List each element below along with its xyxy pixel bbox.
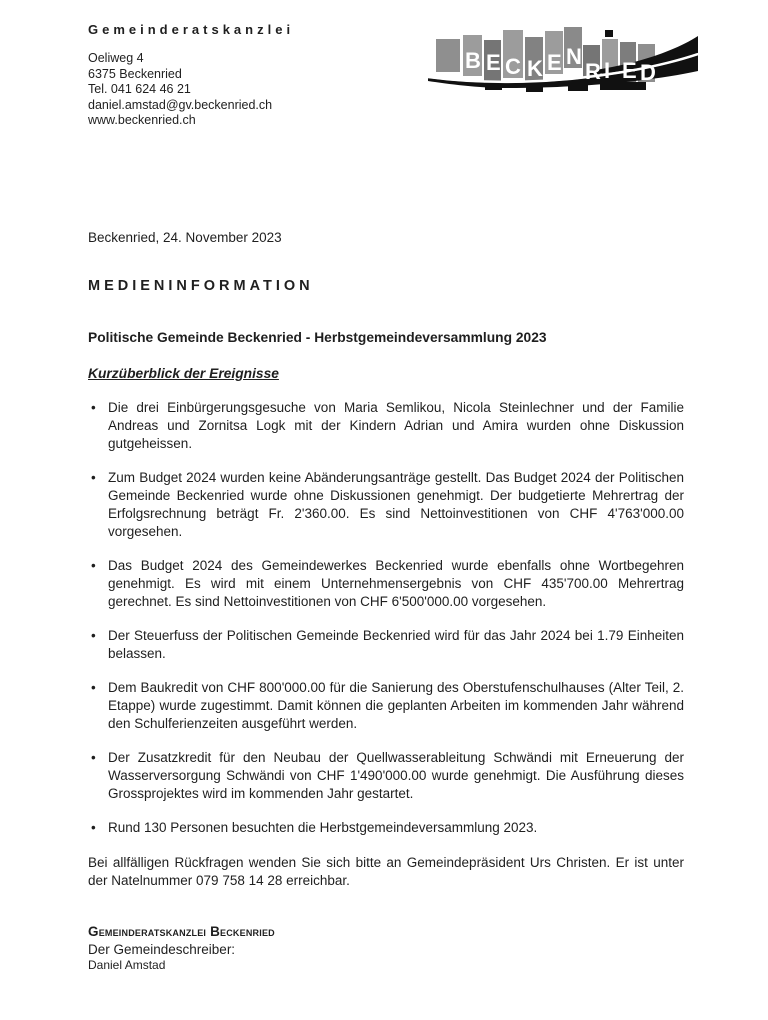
document-title: Politische Gemeinde Beckenried - Herbstgemeindeversammlung 2023 [88,329,547,345]
signature-org: Gemeinderatskanzlei Beckenried [88,923,275,939]
address-line: Tel. 041 624 46 21 [88,82,191,97]
address-line: daniel.amstad@gv.beckenried.ch [88,97,273,112]
svg-text:R: R [585,59,601,84]
bullet-item: • Der Zusatzkredit für den Neubau der Quellwasserableitung Schwändi mit Erneuerung der Wasserversorgung Schwändi von CHF 1'490'000.00 wurde genehmigt. Die Ausführung dieses Grossprojektes wird im kommenden Jahr gestartet. [88,749,684,803]
section-heading: Kurzüberblick der Ereignisse [88,365,279,381]
address-line: Oeliweg 4 [88,51,144,65]
bullet-item: • Dem Baukredit von CHF 800'000.00 für die Sanierung des Oberstufenschulhauses (Alter Teil, 2. Etappe) wurde zugestimmt. Damit können die geplanten Arbeiten im kommenden Jahr während den Schulferienzeiten ausgeführt werden. [88,679,684,733]
svg-text:B: B [465,48,481,73]
address-line: 6375 Beckenried [88,66,182,81]
signature-role: Der Gemeindeschreiber: [88,941,236,957]
svg-text:K: K [527,56,543,81]
signature-name: Daniel Amstad [88,957,166,972]
sender-address [88,51,684,129]
svg-text:I: I [604,58,611,83]
svg-text:C: C [505,54,521,79]
svg-text:E: E [547,50,562,75]
date-line: Beckenried, 24. November 2023 [88,229,282,245]
closing-paragraph: Bei allfälligen Rückfragen wenden Sie sich bitte an Gemeindepräsident Urs Christen. Er ist unter der Natelnummer 079 758 14 28 erreichbar. [88,854,684,888]
bullet-item: • Das Budget 2024 des Gemeindewerkes Beckenried wurde ebenfalls ohne Wortbegehren genehmigt. Es wird mit einem Unternehmensergebnis von CHF 435'700.00 Mehrertrag gerechnet. Es sind Nettoinvestitionen von CHF 6'500'000.00 vorgesehen. [88,557,684,611]
bullet-item: • Der Steuerfuss der Politischen Gemeinde Beckenried wird für das Jahr 2024 bei 1.79 Einheiten belassen. [88,627,684,663]
bullet-item: • Die drei Einbürgerungsgesuche von Maria Semlikou, Nicola Steinlechner und der Familie Andreas und Zornitsa Logk mit der Kindern Adrian und Amira wurden ohne Diskussion gutgeheissen. [88,399,684,453]
press-release-heading: MEDIENINFORMATION [88,277,314,294]
svg-text:E: E [486,50,501,75]
svg-text:N: N [566,44,582,69]
svg-text:D: D [640,60,656,85]
bullet-list [88,399,684,837]
bullet-item: • Zum Budget 2024 wurden keine Abänderungsanträge gestellt. Das Budget 2024 der Politischen Gemeinde Beckenried wurde ohne Diskussionen genehmigt. Der budgetierte Mehrertrag der Erfolgsrechnung beträgt Fr. 2'360.00. Es sind Nettoinvestitionen von CHF 4'763'000.00 vorgesehen. [88,469,684,541]
sender-block [88,22,684,129]
bullet-item: • Rund 130 Personen besuchten die Herbstgemeindeversammlung 2023. [88,819,684,837]
office-name: Gemeinderatskanzlei [88,22,295,37]
svg-text:E: E [622,58,637,83]
signature-block [88,924,684,973]
address-line: www.beckenried.ch [88,113,196,128]
